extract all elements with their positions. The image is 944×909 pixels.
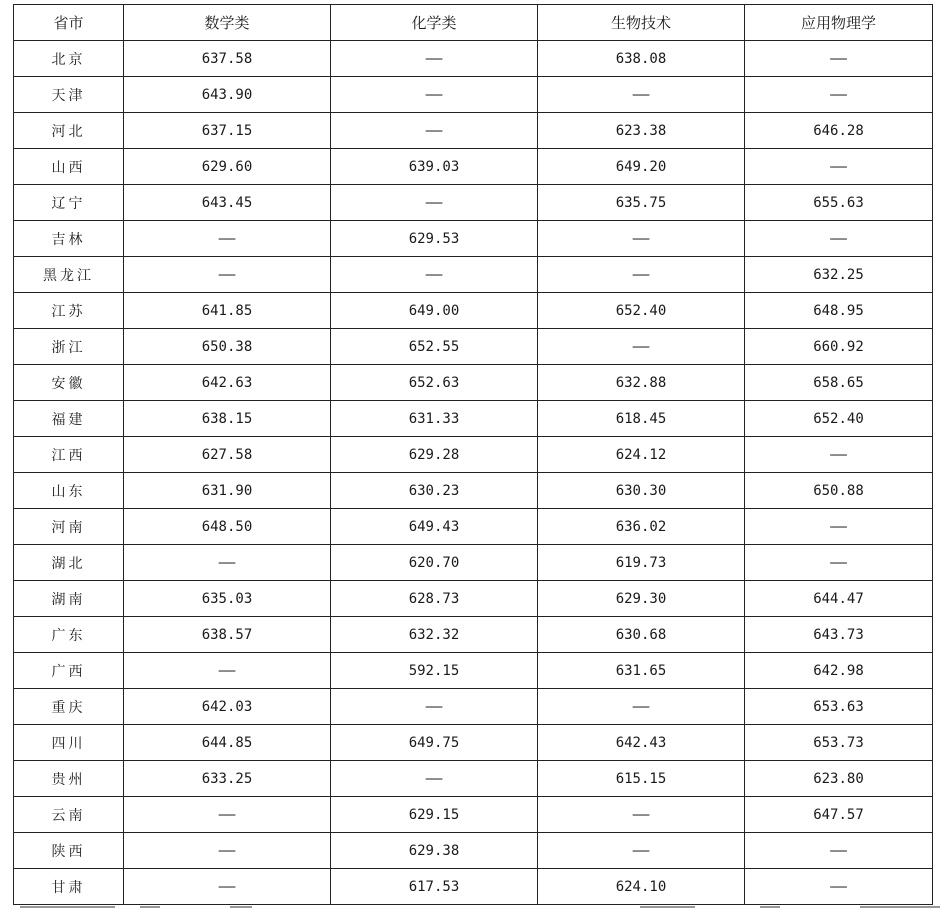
cropped-footnote-line — [0, 903, 944, 909]
chemistry-cell: 629.38 — [331, 833, 538, 869]
chemistry-cell: 592.15 — [331, 653, 538, 689]
table-row — [14, 257, 933, 293]
table-row — [14, 797, 933, 833]
table-row — [14, 761, 933, 797]
score-table — [13, 4, 933, 905]
biotechnology-cell: 632.88 — [538, 365, 745, 401]
biotechnology-cell: 652.40 — [538, 293, 745, 329]
mathematics-cell: 643.90 — [124, 77, 331, 113]
province-cell: 辽宁 — [14, 185, 124, 221]
mathematics-cell: —— — [124, 221, 331, 257]
biotechnology-cell: 630.30 — [538, 473, 745, 509]
province-cell: 吉林 — [14, 221, 124, 257]
chemistry-cell: 617.53 — [331, 869, 538, 905]
province-cell: 天津 — [14, 77, 124, 113]
table-row — [14, 401, 933, 437]
chemistry-cell: 620.70 — [331, 545, 538, 581]
province-cell: 河南 — [14, 509, 124, 545]
chemistry-cell: —— — [331, 77, 538, 113]
mathematics-cell: 648.50 — [124, 509, 331, 545]
table-row — [14, 545, 933, 581]
applied-physics-cell: 653.63 — [745, 689, 933, 725]
chemistry-cell: —— — [331, 113, 538, 149]
table-header — [14, 5, 933, 41]
biotechnology-cell: 623.38 — [538, 113, 745, 149]
mathematics-cell: 638.57 — [124, 617, 331, 653]
biotechnology-cell: —— — [538, 689, 745, 725]
biotechnology-cell: —— — [538, 257, 745, 293]
table-row — [14, 473, 933, 509]
biotechnology-cell: 642.43 — [538, 725, 745, 761]
biotechnology-cell: 624.12 — [538, 437, 745, 473]
applied-physics-cell: 650.88 — [745, 473, 933, 509]
biotechnology-cell: 630.68 — [538, 617, 745, 653]
applied-physics-cell: 648.95 — [745, 293, 933, 329]
applied-physics-cell: 652.40 — [745, 401, 933, 437]
table-row — [14, 437, 933, 473]
chemistry-cell: 629.28 — [331, 437, 538, 473]
table-row — [14, 149, 933, 185]
mathematics-cell: —— — [124, 545, 331, 581]
table-row — [14, 617, 933, 653]
chemistry-cell: —— — [331, 761, 538, 797]
province-cell: 贵州 — [14, 761, 124, 797]
chemistry-cell: 630.23 — [331, 473, 538, 509]
mathematics-cell: —— — [124, 869, 331, 905]
biotechnology-cell: 619.73 — [538, 545, 745, 581]
table-row — [14, 365, 933, 401]
mathematics-cell: 635.03 — [124, 581, 331, 617]
biotechnology-cell: 649.20 — [538, 149, 745, 185]
province-cell: 河北 — [14, 113, 124, 149]
table-row — [14, 509, 933, 545]
table-row — [14, 185, 933, 221]
mathematics-cell: —— — [124, 833, 331, 869]
biotechnology-cell: 636.02 — [538, 509, 745, 545]
applied-physics-cell: 660.92 — [745, 329, 933, 365]
mathematics-cell: 637.58 — [124, 41, 331, 77]
chemistry-cell: 649.75 — [331, 725, 538, 761]
chemistry-cell: 649.00 — [331, 293, 538, 329]
biotechnology-cell: —— — [538, 797, 745, 833]
table-body — [14, 41, 933, 905]
province-cell: 浙江 — [14, 329, 124, 365]
applied-physics-cell: —— — [745, 221, 933, 257]
applied-physics-cell: 623.80 — [745, 761, 933, 797]
province-cell: 山西 — [14, 149, 124, 185]
table-row — [14, 689, 933, 725]
header-province: 省市 — [14, 5, 124, 41]
province-cell: 山东 — [14, 473, 124, 509]
chemistry-cell: —— — [331, 41, 538, 77]
province-cell: 北京 — [14, 41, 124, 77]
applied-physics-cell: —— — [745, 545, 933, 581]
table-row — [14, 293, 933, 329]
mathematics-cell: 642.63 — [124, 365, 331, 401]
applied-physics-cell: 642.98 — [745, 653, 933, 689]
mathematics-cell: 637.15 — [124, 113, 331, 149]
province-cell: 黑龙江 — [14, 257, 124, 293]
applied-physics-cell: —— — [745, 437, 933, 473]
biotechnology-cell: —— — [538, 329, 745, 365]
header-mathematics: 数学类 — [124, 5, 331, 41]
province-cell: 四川 — [14, 725, 124, 761]
applied-physics-cell: 643.73 — [745, 617, 933, 653]
biotechnology-cell: 629.30 — [538, 581, 745, 617]
province-cell: 江苏 — [14, 293, 124, 329]
chemistry-cell: —— — [331, 257, 538, 293]
applied-physics-cell: 647.57 — [745, 797, 933, 833]
mathematics-cell: 642.03 — [124, 689, 331, 725]
mathematics-cell: —— — [124, 797, 331, 833]
applied-physics-cell: —— — [745, 509, 933, 545]
applied-physics-cell: 658.65 — [745, 365, 933, 401]
chemistry-cell: 652.63 — [331, 365, 538, 401]
biotechnology-cell: 624.10 — [538, 869, 745, 905]
applied-physics-cell: —— — [745, 833, 933, 869]
biotechnology-cell: 631.65 — [538, 653, 745, 689]
province-cell: 广西 — [14, 653, 124, 689]
chemistry-cell: 652.55 — [331, 329, 538, 365]
province-cell: 云南 — [14, 797, 124, 833]
applied-physics-cell: —— — [745, 77, 933, 113]
province-cell: 江西 — [14, 437, 124, 473]
chemistry-cell: —— — [331, 689, 538, 725]
applied-physics-cell: 653.73 — [745, 725, 933, 761]
table-row — [14, 113, 933, 149]
mathematics-cell: 633.25 — [124, 761, 331, 797]
chemistry-cell: 631.33 — [331, 401, 538, 437]
header-chemistry: 化学类 — [331, 5, 538, 41]
applied-physics-cell: 644.47 — [745, 581, 933, 617]
province-cell: 安徽 — [14, 365, 124, 401]
province-cell: 湖北 — [14, 545, 124, 581]
biotechnology-cell: 638.08 — [538, 41, 745, 77]
province-cell: 甘肃 — [14, 869, 124, 905]
chemistry-cell: 628.73 — [331, 581, 538, 617]
biotechnology-cell: 618.45 — [538, 401, 745, 437]
header-biotechnology: 生物技术 — [538, 5, 745, 41]
table-row — [14, 833, 933, 869]
mathematics-cell: 631.90 — [124, 473, 331, 509]
chemistry-cell: 649.43 — [331, 509, 538, 545]
header-applied-physics: 应用物理学 — [745, 5, 933, 41]
applied-physics-cell: 655.63 — [745, 185, 933, 221]
table-row — [14, 581, 933, 617]
mathematics-cell: 643.45 — [124, 185, 331, 221]
table-row — [14, 869, 933, 905]
table-row — [14, 41, 933, 77]
chemistry-cell: 639.03 — [331, 149, 538, 185]
mathematics-cell: 641.85 — [124, 293, 331, 329]
province-cell: 福建 — [14, 401, 124, 437]
chemistry-cell: 629.53 — [331, 221, 538, 257]
biotechnology-cell: —— — [538, 221, 745, 257]
mathematics-cell: 650.38 — [124, 329, 331, 365]
applied-physics-cell: —— — [745, 869, 933, 905]
province-cell: 广东 — [14, 617, 124, 653]
table-row — [14, 725, 933, 761]
mathematics-cell: 629.60 — [124, 149, 331, 185]
chemistry-cell: 632.32 — [331, 617, 538, 653]
chemistry-cell: —— — [331, 185, 538, 221]
applied-physics-cell: —— — [745, 41, 933, 77]
applied-physics-cell: 632.25 — [745, 257, 933, 293]
province-cell: 重庆 — [14, 689, 124, 725]
province-cell: 陕西 — [14, 833, 124, 869]
applied-physics-cell: 646.28 — [745, 113, 933, 149]
chemistry-cell: 629.15 — [331, 797, 538, 833]
table-row — [14, 653, 933, 689]
table-row — [14, 77, 933, 113]
applied-physics-cell: —— — [745, 149, 933, 185]
province-cell: 湖南 — [14, 581, 124, 617]
mathematics-cell: —— — [124, 257, 331, 293]
biotechnology-cell: —— — [538, 77, 745, 113]
biotechnology-cell: 635.75 — [538, 185, 745, 221]
mathematics-cell: —— — [124, 653, 331, 689]
header-row — [14, 5, 933, 41]
table-row — [14, 329, 933, 365]
mathematics-cell: 627.58 — [124, 437, 331, 473]
mathematics-cell: 638.15 — [124, 401, 331, 437]
table-row — [14, 221, 933, 257]
biotechnology-cell: —— — [538, 833, 745, 869]
mathematics-cell: 644.85 — [124, 725, 331, 761]
biotechnology-cell: 615.15 — [538, 761, 745, 797]
